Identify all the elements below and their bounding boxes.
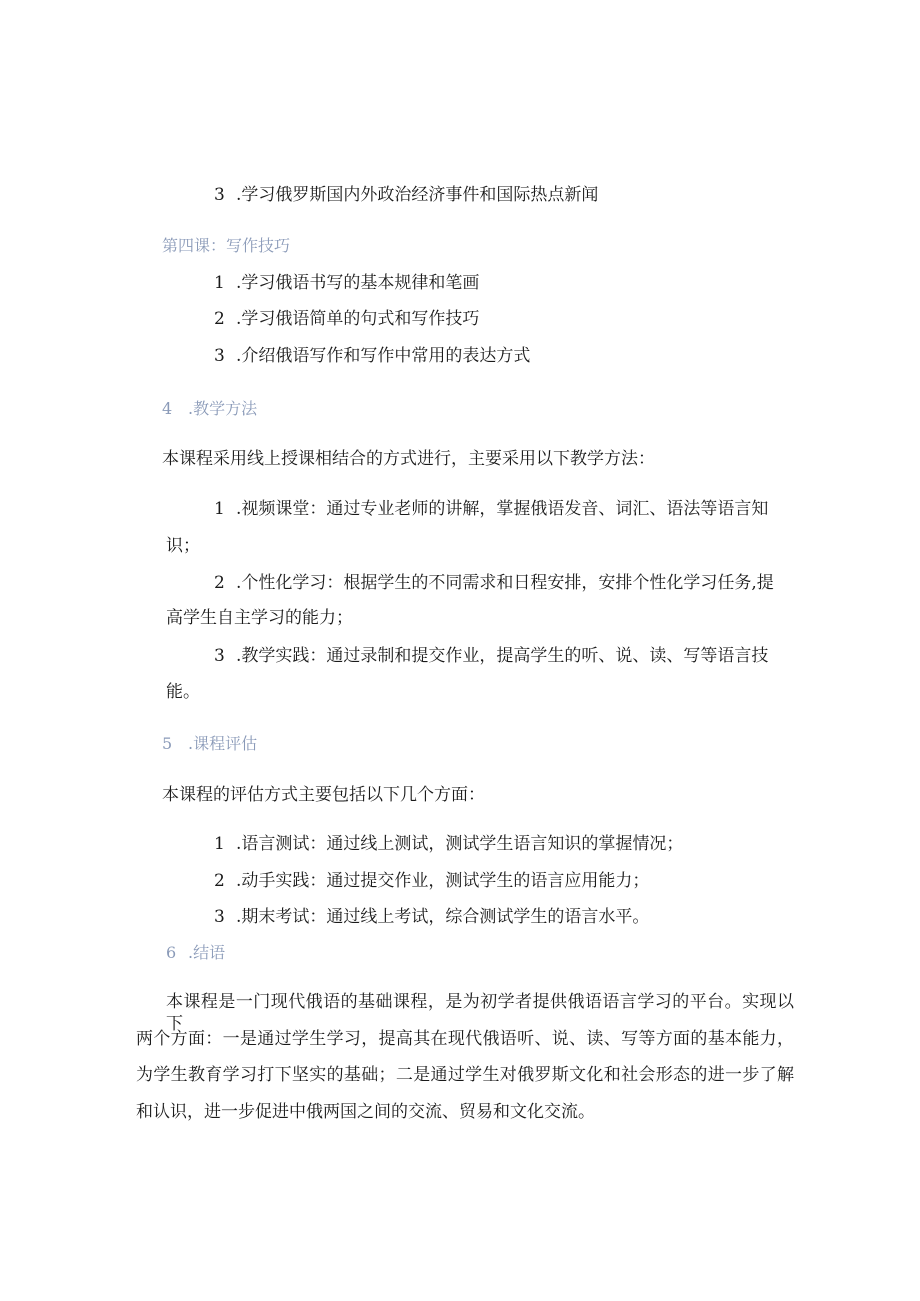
item-continuation: 能。	[166, 682, 200, 702]
list-item	[214, 345, 530, 367]
item-number: 1	[214, 273, 225, 293]
item-number: 1	[214, 499, 225, 519]
section6-heading	[166, 942, 225, 964]
list-item	[214, 572, 774, 594]
section-number: 4	[162, 399, 173, 418]
list-item	[214, 184, 598, 206]
section-title: .教学方法	[188, 399, 258, 418]
list-item	[214, 833, 683, 855]
list-item	[214, 906, 649, 928]
item-number: 3	[214, 185, 225, 205]
item-text: .介绍俄语写作和写作中常用的表达方式	[236, 346, 531, 366]
conclusion-line: 两个方面：一是通过学生学习，提高其在现代俄语听、说、读、写等方面的基本能力，	[136, 1029, 794, 1049]
conclusion-line: 为学生教育学习打下坚实的基础；二是通过学生对俄罗斯文化和社会形态的进一步了解	[136, 1065, 794, 1085]
item-text: .教学实践：通过录制和提交作业，提高学生的听、说、读、写等语言技	[236, 646, 769, 666]
item-number: 1	[214, 834, 225, 854]
list-item	[214, 272, 479, 294]
section4-heading	[162, 398, 257, 420]
item-text: .动手实践：通过提交作业，测试学生的语言应用能力；	[236, 871, 650, 891]
list-item	[214, 870, 649, 892]
item-text: .学习俄语简单的句式和写作技巧	[236, 309, 480, 329]
conclusion-line: 本课程是一门现代俄语的基础课程，是为初学者提供俄语语言学习的平台。实现以下	[166, 992, 794, 1034]
item-number: 3	[214, 646, 225, 666]
section-title: .结语	[188, 943, 226, 962]
item-number: 3	[214, 907, 225, 927]
list-item	[214, 498, 768, 520]
item-text: .学习俄罗斯国内外政治经济事件和国际热点新闻	[236, 185, 599, 205]
list-item	[214, 308, 479, 330]
item-continuation: 高学生自主学习的能力；	[166, 608, 353, 628]
item-text: .期末考试：通过线上考试，综合测试学生的语言水平。	[236, 907, 650, 927]
conclusion-line: 和认识，进一步促进中俄两国之间的交流、贸易和文化交流。	[136, 1102, 595, 1122]
section-number: 5	[162, 734, 173, 753]
section-title: .课程评估	[188, 734, 258, 753]
section4-intro: 本课程采用线上授课相结合的方式进行，主要采用以下教学方法：	[162, 449, 655, 469]
item-number: 3	[214, 346, 225, 366]
lesson4-heading: 第四课：写作技巧	[162, 236, 291, 255]
item-continuation: 识；	[166, 536, 200, 556]
section5-heading	[162, 733, 257, 755]
section5-intro: 本课程的评估方式主要包括以下几个方面：	[162, 785, 485, 805]
list-item	[214, 645, 768, 667]
item-number: 2	[214, 871, 225, 891]
item-text: .个性化学习：根据学生的不同需求和日程安排，安排个性化学习任务,提	[236, 573, 774, 593]
section-number: 6	[166, 943, 177, 962]
item-number: 2	[214, 309, 225, 329]
item-text: .视频课堂：通过专业老师的讲解，掌握俄语发音、词汇、语法等语言知	[236, 499, 769, 519]
item-text: .学习俄语书写的基本规律和笔画	[236, 273, 480, 293]
item-number: 2	[214, 573, 225, 593]
item-text: .语言测试：通过线上测试，测试学生语言知识的掌握情况；	[236, 834, 684, 854]
